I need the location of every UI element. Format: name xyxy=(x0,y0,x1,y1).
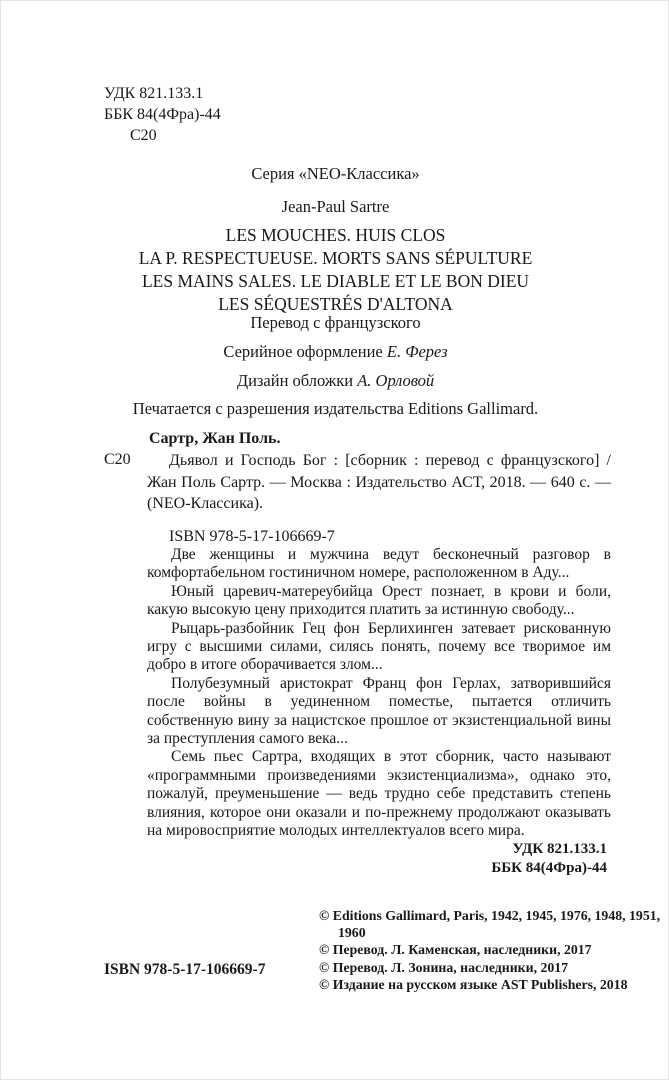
copyright-line: © Перевод. Л. Зонина, наследники, 2017 xyxy=(319,959,569,975)
cover-design-credit xyxy=(1,371,669,391)
cover-designer-name: А. Орловой xyxy=(357,371,435,390)
annotation-block xyxy=(147,546,611,841)
translation-note: Перевод с французского xyxy=(250,313,421,332)
annotation-paragraph: Две женщины и мужчина ведут бесконечный разговор в комфортабельном гостиничном номере, расположенном в Аду... xyxy=(147,546,611,582)
annotation-paragraph: Рыцарь-разбойник Гец фон Берлихинген затевает рискованную игру с высшими силами, силясь понять, почему все творимое им добро в итоге оборачивается злом... xyxy=(147,619,611,674)
isbn-card: ISBN 978-5-17-106669-7 xyxy=(169,527,335,545)
classification-top xyxy=(104,83,221,146)
bbk-number-bottom: ББК 84(4Фра)-44 xyxy=(491,859,607,876)
card-description-row xyxy=(104,450,611,515)
bbk-number: ББК 84(4Фра)-44 xyxy=(104,106,221,123)
series-name: Серия «NEO-Классика» xyxy=(251,164,420,183)
copyright-line: © Издание на русском языке AST Publishers, 2018 xyxy=(319,976,628,992)
card-author-sign: С20 xyxy=(104,451,131,468)
title-line: LES MAINS SALES. LE DIABLE ET LE BON DIEU xyxy=(141,271,530,291)
permission-note: Печатается с разрешения издательства Editions Gallimard. xyxy=(132,399,539,418)
annotation-paragraph: Семь пьес Сартра, входящих в этот сборник, часто называют «программными произведениями экзистенциализма», однако это, пожалуй, преуменьшение — ведь трудно себе представить степень влияния, которое они оказали и по-прежнему продолжают оказывать на мировосприятие молодых интеллектуалов всего мира. xyxy=(147,748,611,840)
serial-design-credit xyxy=(1,342,669,362)
annotation-paragraph: Полубезумный аристократ Франц фон Герлах, затворившийся после войны в уединенном поместье, пытается отличить собственную вину за нацистское прошлое от экзистенциальной вины за преступления самого века... xyxy=(147,674,611,748)
isbn-bottom: ISBN 978-5-17-106669-7 xyxy=(104,961,266,978)
author-sign-code: С20 xyxy=(130,127,157,144)
copyright-line: © Editions Gallimard, Paris, 1942, 1945, 1976, 1948, 1951, 1960 xyxy=(319,908,661,941)
card-author: Сартр, Жан Поль. xyxy=(149,430,281,447)
annotation-paragraph: Юный царевич-матереубийца Орест познает, в крови и боли, какую высокую цену приходится платить за истинную свободу... xyxy=(147,582,611,619)
copyright-block xyxy=(319,907,664,993)
title-line: LES MOUCHES. HUIS CLOS xyxy=(225,225,446,245)
cover-design-label: Дизайн обложки xyxy=(236,371,358,390)
title-line: LA P. RESPECTUEUSE. MORTS SANS SÉPULTURE xyxy=(138,248,533,268)
title-line: LES SÉQUESTRÉS D'ALTONA xyxy=(218,294,453,314)
classification-bottom xyxy=(491,840,607,877)
original-title-block xyxy=(1,224,669,316)
author-name-latin: Jean-Paul Sartre xyxy=(281,197,390,216)
udk-number: УДК 821.133.1 xyxy=(104,85,204,102)
serial-design-label: Серийное оформление xyxy=(223,342,387,361)
catalog-card xyxy=(104,430,611,546)
copyright-line: © Перевод. Л. Каменская, наследники, 2017 xyxy=(319,942,592,958)
udk-number-bottom: УДК 821.133.1 xyxy=(512,841,607,857)
card-description: Дьявол и Господь Бог : [сборник : перевод с французского] / Жан Поль Сартр. — Москва : Издательство АСТ, 2018. — 640 с. — (NEO-Классика). xyxy=(147,452,611,512)
serial-designer-name: Е. Ферез xyxy=(386,342,448,361)
